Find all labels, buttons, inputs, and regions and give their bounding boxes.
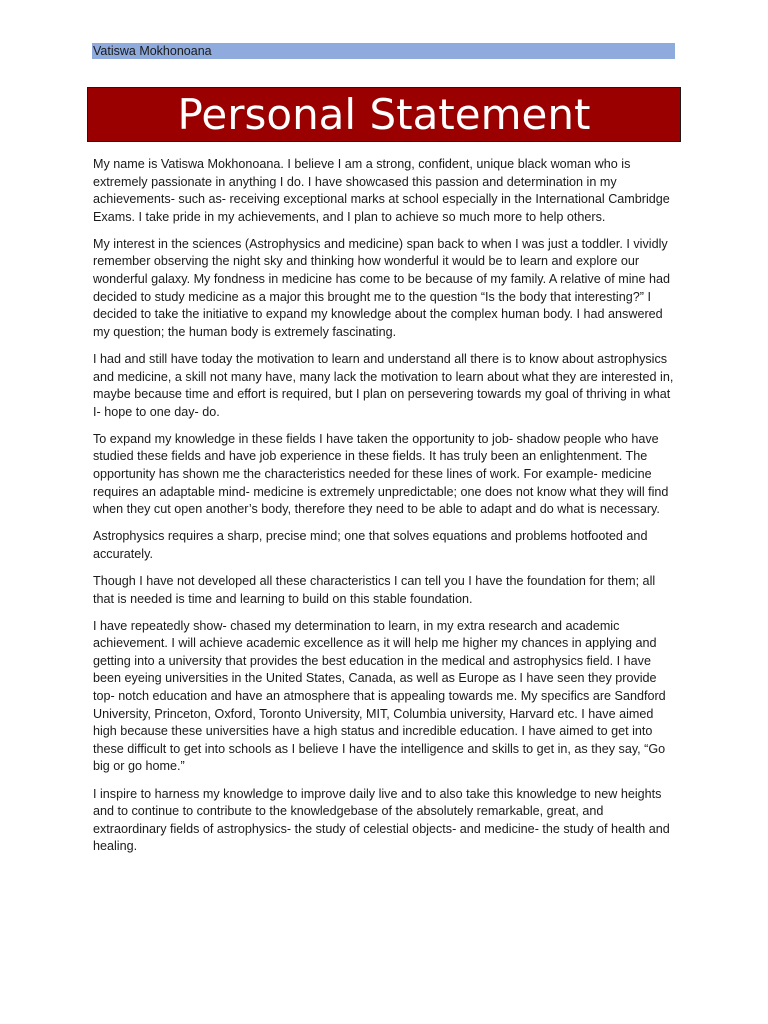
paragraph: I had and still have today the motivation to learn and understand all there is to know about astrophysics and medicine, a skill not many have, many lack the motivation to learn about what they are interested in, maybe because time and effort is required, but I plan on persevering towards my goal of thriving in what I- hope to one day- do. xyxy=(93,351,674,419)
document-title: Personal Statement xyxy=(177,90,591,139)
statement-body xyxy=(93,156,676,865)
author-name: Vatiswa Mokhonoana xyxy=(93,44,212,58)
paragraph: I have repeatedly show- chased my determination to learn, in my extra research and academic achievement. I will achieve academic excellence as it will help me higher my chances in applying and getting into a university that provides the best education in the medical and astrophysics field. I have been eyeing universities in the United States, Canada, as well as Europe as I have seen they provide top- notch education and have an atmosphere that is appealing towards me. My specifics are Sandford University, Princeton, Oxford, Toronto University, MIT, Columbia university, Harvard etc. I have aimed high because these universities have a high status and incredible education. I have aimed to get into these difficult to get into schools as I believe I have the intelligence and skills to get in, as they say, “Go big or go home.” xyxy=(93,618,666,774)
paragraph: Astrophysics requires a sharp, precise mind; one that solves equations and problems hotfooted and accurately. xyxy=(93,529,648,561)
title-banner xyxy=(87,87,681,142)
paragraph: Though I have not developed all these characteristics I can tell you I have the foundation for them; all that is needed is time and learning to build on this stable foundation. xyxy=(93,573,656,606)
paragraph: To expand my knowledge in these fields I have taken the opportunity to job- shadow people who have studied these fields and have job experience in these fields. It has truly been an enlightenment. The opportunity has shown me the characteristics needed for these lines of work. For example- medicine requires an adaptable mind- medicine is extremely unpredictable; one does not know what they will find when they cut open another’s body, therefore they need to be able to adapt and do what is necessary. xyxy=(93,431,669,517)
paragraph: My name is Vatiswa Mokhonoana. I believe I am a strong, confident, unique black woman who is extremely passionate in anything I do. I have showcased this passion and determination in my achievements- such as- receiving exceptional marks at school especially in the International Cambridge Exams. I take pride in my achievements, and I plan to achieve so much more to help others. xyxy=(93,157,670,224)
paragraph: My interest in the sciences (Astrophysics and medicine) span back to when I was just a toddler. I vividly remember observing the night sky and thinking how wonderful it would be to learn and explore our wonderful galaxy. My fondness in medicine has come to be because of my family. A relative of mine had decided to study medicine as a major this brought me to the question “Is the body that interesting?” I decided to take the initiative to expand my knowledge about the complex human body. I had answered my question; the human body is extremely fascinating. xyxy=(93,236,671,339)
paragraph: I inspire to harness my knowledge to improve daily live and to also take this knowledge to new heights and to continue to contribute to the knowledgebase of the absolutely remarkable, great, and extraordinary fields of astrophysics- the study of celestial objects- and medicine- the study of health and healing. xyxy=(93,786,670,854)
